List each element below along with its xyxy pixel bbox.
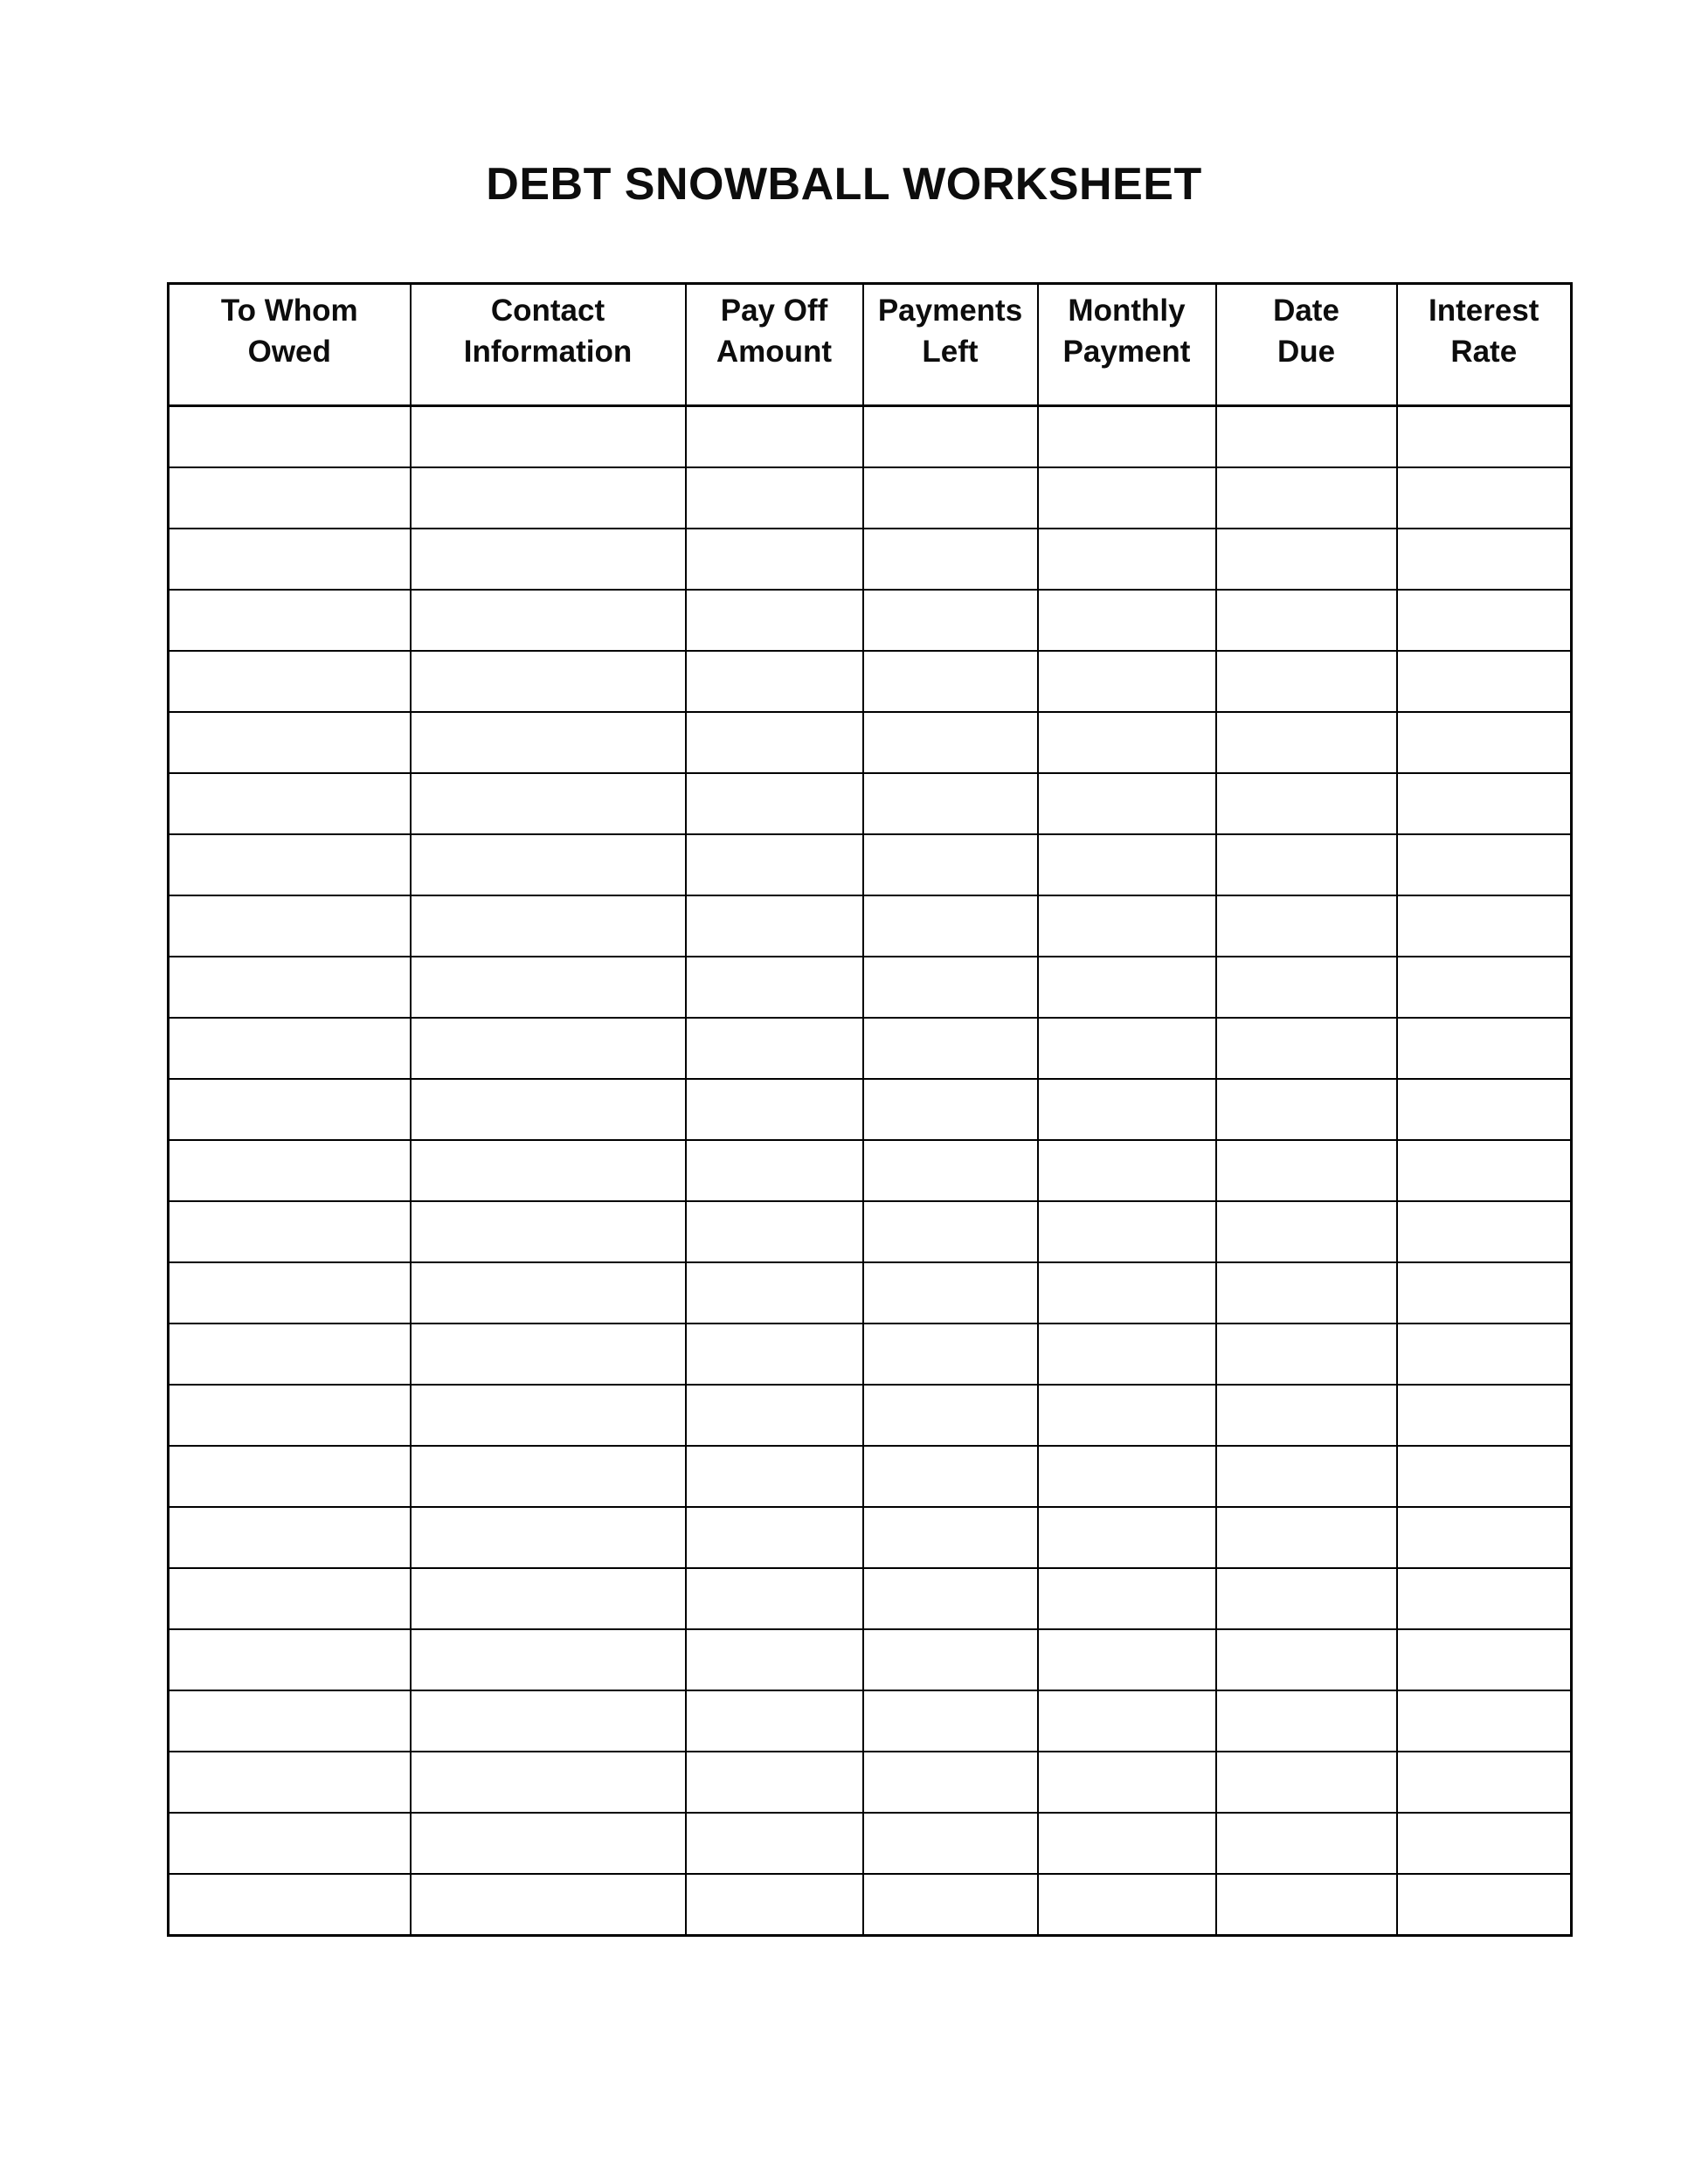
empty-cell [411,1507,686,1568]
empty-cell [169,1079,411,1140]
empty-cell [1038,406,1216,468]
empty-cell [686,1324,863,1385]
table-row [169,406,1572,468]
empty-cell [169,467,411,529]
column-header-text-line: Information [463,335,633,369]
empty-cell [169,651,411,712]
empty-cell [1216,1629,1397,1690]
empty-cell [169,1262,411,1324]
empty-cell [1038,1446,1216,1507]
empty-cell [1038,1752,1216,1813]
empty-cell [1216,590,1397,651]
empty-cell [1397,1874,1572,1936]
table-row [169,1690,1572,1752]
empty-cell [1038,1324,1216,1385]
empty-cell [686,1446,863,1507]
empty-cell [863,1874,1038,1936]
empty-cell [1216,773,1397,834]
column-header-text-line: Left [922,335,979,369]
column-header-text-line: Amount [716,335,833,369]
empty-cell [411,834,686,895]
empty-cell [411,1813,686,1874]
empty-cell [1216,1018,1397,1079]
empty-cell [1038,1385,1216,1446]
column-header-to-whom-owed [169,284,411,406]
empty-cell [1397,1629,1572,1690]
empty-cell [169,895,411,957]
empty-cell [686,1018,863,1079]
empty-cell [169,406,411,468]
table-row [169,957,1572,1018]
empty-cell [863,651,1038,712]
table-row [169,834,1572,895]
column-header-payments-left [863,284,1038,406]
empty-cell [863,1079,1038,1140]
table-row [169,1018,1572,1079]
table-row [169,1140,1572,1201]
empty-cell [411,1690,686,1752]
table-row [169,1752,1572,1813]
empty-cell [411,1385,686,1446]
column-header-interest-rate [1397,284,1572,406]
empty-cell [863,1507,1038,1568]
empty-cell [411,1629,686,1690]
empty-cell [686,1079,863,1140]
table-row [169,590,1572,651]
empty-cell [863,1324,1038,1385]
table-row [169,1813,1572,1874]
empty-cell [686,895,863,957]
empty-cell [1038,651,1216,712]
empty-cell [863,1629,1038,1690]
empty-cell [1038,834,1216,895]
empty-cell [411,406,686,468]
table-header-row [169,284,1572,406]
empty-cell [863,1262,1038,1324]
empty-cell [1397,1568,1572,1629]
table-body [169,406,1572,1936]
empty-cell [686,1752,863,1813]
table-row [169,773,1572,834]
empty-cell [1397,1507,1572,1568]
empty-cell [1397,590,1572,651]
empty-cell [1038,529,1216,590]
empty-cell [1216,406,1397,468]
empty-cell [1216,1079,1397,1140]
empty-cell [169,712,411,773]
empty-cell [686,1201,863,1262]
empty-cell [1216,1507,1397,1568]
column-header-text-line: Due [1276,335,1336,369]
empty-cell [686,406,863,468]
empty-cell [1397,1324,1572,1385]
empty-cell [1216,1752,1397,1813]
table-row [169,1262,1572,1324]
column-header-pay-off-amount [686,284,863,406]
empty-cell [1216,957,1397,1018]
empty-cell [863,957,1038,1018]
empty-cell [1397,1201,1572,1262]
empty-cell [1216,712,1397,773]
empty-cell [411,590,686,651]
empty-cell [1216,1690,1397,1752]
table-row [169,1079,1572,1140]
empty-cell [411,1874,686,1936]
empty-cell [1397,529,1572,590]
empty-cell [863,1568,1038,1629]
empty-cell [686,957,863,1018]
empty-cell [686,1568,863,1629]
table-row [169,1201,1572,1262]
empty-cell [863,1690,1038,1752]
empty-cell [411,651,686,712]
empty-cell [686,467,863,529]
empty-cell [1397,1446,1572,1507]
empty-cell [686,834,863,895]
column-header-text-line: Rate [1450,335,1518,369]
empty-cell [1397,1813,1572,1874]
empty-cell [686,1629,863,1690]
empty-cell [411,712,686,773]
table-row [169,1874,1572,1936]
empty-cell [1397,1752,1572,1813]
empty-cell [863,834,1038,895]
empty-cell [1397,773,1572,834]
column-header-date-due [1216,284,1397,406]
table-row [169,1629,1572,1690]
empty-cell [411,1018,686,1079]
empty-cell [863,529,1038,590]
empty-cell [863,895,1038,957]
empty-cell [1038,1690,1216,1752]
column-header-text-line: Contact [490,294,605,328]
empty-cell [686,1385,863,1446]
empty-cell [1216,1446,1397,1507]
empty-cell [411,1201,686,1262]
column-header-text-line: Monthly [1068,294,1186,328]
column-header-monthly-payment [1038,284,1216,406]
empty-cell [1038,467,1216,529]
empty-cell [686,1813,863,1874]
empty-cell [169,1568,411,1629]
empty-cell [411,1262,686,1324]
empty-cell [1038,895,1216,957]
empty-cell [686,1690,863,1752]
empty-cell [863,590,1038,651]
empty-cell [169,957,411,1018]
empty-cell [1216,1385,1397,1446]
empty-cell [863,1385,1038,1446]
empty-cell [169,1385,411,1446]
table-row [169,1446,1572,1507]
empty-cell [411,957,686,1018]
empty-cell [169,1874,411,1936]
table-row [169,1568,1572,1629]
empty-cell [686,1874,863,1936]
empty-cell [169,1324,411,1385]
empty-cell [863,1752,1038,1813]
empty-cell [863,1201,1038,1262]
column-header-text-line: Payment [1062,335,1191,369]
empty-cell [863,1140,1038,1201]
empty-cell [1038,1813,1216,1874]
empty-cell [411,1752,686,1813]
empty-cell [169,1140,411,1201]
empty-cell [1397,1018,1572,1079]
table-row [169,651,1572,712]
empty-cell [169,773,411,834]
empty-cell [1216,1568,1397,1629]
empty-cell [1216,1813,1397,1874]
empty-cell [1038,773,1216,834]
empty-cell [1397,467,1572,529]
empty-cell [1216,1140,1397,1201]
column-header-text-line: Date [1273,294,1339,328]
empty-cell [169,529,411,590]
table-header [169,284,1572,406]
empty-cell [863,712,1038,773]
empty-cell [1397,1079,1572,1140]
empty-cell [1038,1140,1216,1201]
column-header-text-line: Payments [877,294,1023,328]
empty-cell [686,1140,863,1201]
empty-cell [411,467,686,529]
empty-cell [169,1018,411,1079]
empty-cell [169,834,411,895]
empty-cell [863,406,1038,468]
empty-cell [1397,957,1572,1018]
empty-cell [1216,1262,1397,1324]
empty-cell [1038,712,1216,773]
table-row [169,529,1572,590]
empty-cell [863,1813,1038,1874]
empty-cell [411,1568,686,1629]
empty-cell [686,651,863,712]
empty-cell [1038,1262,1216,1324]
empty-cell [1397,651,1572,712]
empty-cell [863,773,1038,834]
empty-cell [1397,895,1572,957]
empty-cell [1397,1140,1572,1201]
column-header-text-line: To Whom [220,294,358,328]
table-row [169,1507,1572,1568]
empty-cell [686,1507,863,1568]
empty-cell [169,1813,411,1874]
empty-cell [169,590,411,651]
empty-cell [1038,1874,1216,1936]
table-row [169,467,1572,529]
empty-cell [1216,651,1397,712]
empty-cell [169,1507,411,1568]
empty-cell [411,1079,686,1140]
empty-cell [411,1324,686,1385]
empty-cell [1216,1874,1397,1936]
empty-cell [1038,590,1216,651]
empty-cell [1397,712,1572,773]
empty-cell [1216,467,1397,529]
empty-cell [169,1690,411,1752]
empty-cell [1038,1079,1216,1140]
empty-cell [411,1446,686,1507]
empty-cell [169,1201,411,1262]
column-header-text-line: Interest [1429,294,1539,328]
empty-cell [411,773,686,834]
column-header-text-line: Owed [247,335,331,369]
empty-cell [1038,1201,1216,1262]
empty-cell [686,712,863,773]
empty-cell [686,1262,863,1324]
empty-cell [863,467,1038,529]
empty-cell [686,590,863,651]
page-title: DEBT SNOWBALL WORKSHEET [486,159,1202,210]
empty-cell [1216,1324,1397,1385]
empty-cell [1397,406,1572,468]
empty-cell [686,773,863,834]
empty-cell [1397,1690,1572,1752]
empty-cell [1216,834,1397,895]
empty-cell [1038,1018,1216,1079]
table-row [169,895,1572,957]
table-row [169,712,1572,773]
table-row [169,1385,1572,1446]
empty-cell [411,895,686,957]
empty-cell [411,529,686,590]
empty-cell [686,529,863,590]
empty-cell [863,1446,1038,1507]
empty-cell [1038,1629,1216,1690]
empty-cell [1038,1568,1216,1629]
empty-cell [1397,1385,1572,1446]
empty-cell [1397,1262,1572,1324]
column-header-text-line: Pay Off [720,294,828,328]
empty-cell [1038,1507,1216,1568]
empty-cell [863,1018,1038,1079]
table-row [169,1324,1572,1385]
empty-cell [1216,895,1397,957]
empty-cell [411,1140,686,1201]
column-header-contact-information [411,284,686,406]
empty-cell [169,1446,411,1507]
empty-cell [169,1752,411,1813]
debt-snowball-table [167,282,1573,1937]
empty-cell [1397,834,1572,895]
empty-cell [169,1629,411,1690]
empty-cell [1216,1201,1397,1262]
empty-cell [1038,957,1216,1018]
empty-cell [1216,529,1397,590]
